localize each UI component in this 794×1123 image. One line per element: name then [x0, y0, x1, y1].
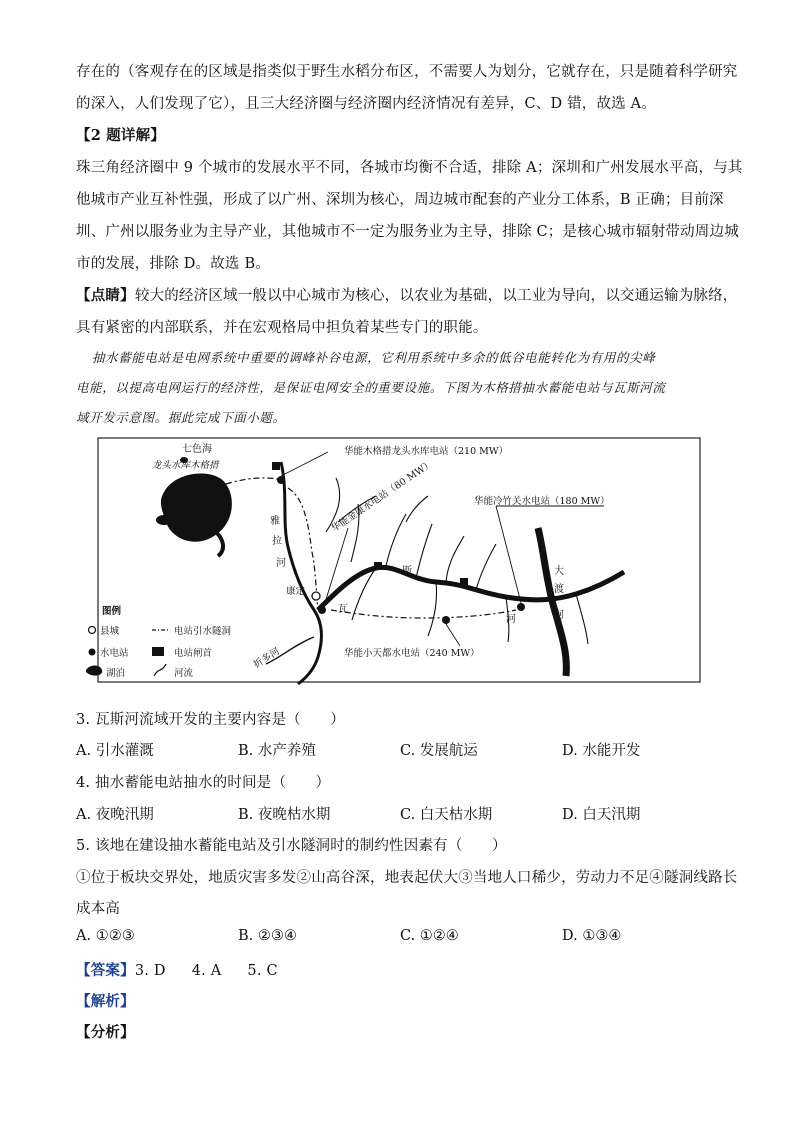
pointer-line: [76, 284, 738, 305]
q5-statement: ①位于板块交界处，地质灾害多发②山高谷深，地表起伏大③当地人口稀少，劳动力不足④隧洞线路长: [76, 870, 738, 886]
q4-option-c: C. 白天枯水期: [400, 807, 493, 823]
map-legend: [86, 605, 232, 679]
wasi-label-1: 瓦: [338, 604, 348, 615]
hydropower-station-icon: [277, 476, 285, 484]
paragraph-line: 存在的（客观存在的区域是指类似于野生水稻分布区，不需要人为划分，它就存在，只是随着科学研究: [76, 64, 738, 80]
answer-5: 5. C: [247, 963, 278, 979]
analysis-heading: 【解析】: [76, 993, 135, 1010]
pointer-label: 【点睛】: [76, 287, 135, 304]
q5-option-c: C. ①②④: [400, 928, 459, 944]
legend-lake-icon: [86, 666, 102, 676]
paragraph-line: 的深入，人们发现了它），且三大经济圈与经济圈内经济情况有差异，C、D 错，故选 A。: [76, 96, 657, 112]
q3-option-c: C. 发展航运: [400, 743, 478, 759]
answer-line: [76, 959, 716, 980]
station-label-top: 华能木格措龙头水库电站（210 MW）: [344, 446, 509, 457]
legend-lake-label: 湖泊: [106, 668, 126, 679]
q5-statement: 成本高: [76, 901, 121, 917]
intro-line: 电能，以提高电网运行的经济性，是保证电网安全的重要设施。下图为木格措抽水蓄能电站与瓦斯河流: [76, 380, 666, 395]
q4-option-a: A. 夜晚汛期: [76, 807, 154, 823]
wasi-label-2: 斯: [402, 566, 412, 577]
legend-river-label: 河流: [174, 668, 194, 679]
q2-heading: 【2 题详解】: [76, 127, 166, 144]
map-frame: [98, 438, 700, 682]
reservoir-label: 龙头水库木格措: [152, 460, 219, 471]
pointer-line: 具有紧密的内部联系，并在宏观格局中担负着某些专门的职能。: [76, 320, 488, 336]
yala-label-1: 雅: [270, 516, 280, 527]
small-lake: [156, 515, 172, 525]
lake-outlet: [216, 532, 223, 556]
analysis-subheading: 【分析】: [76, 1024, 135, 1041]
q2-detail-line: 圳、广州以服务业为主导产业，其他城市不一定为服务业为主导，排除 C；是核心城市辐射带动周边城: [76, 224, 739, 240]
station-label-jinkang: 华能金康水电站（80 MW）: [329, 458, 436, 535]
answer-3: 3. D: [134, 963, 166, 979]
dadu-label-3: 河: [554, 610, 564, 621]
q5-option-a: A. ①②③: [76, 928, 135, 944]
station-label-lengzhuguan: 华能冷竹关水电站（180 MW）: [474, 496, 610, 507]
q4-option-d: D. 白天汛期: [562, 807, 641, 823]
answer-label: 【答案】: [76, 962, 135, 979]
legend-gate-label: 电站闸首: [174, 648, 213, 659]
station-gate-icon: [460, 578, 468, 586]
dadu-label-2: 渡: [554, 584, 564, 595]
legend-river-icon: [154, 664, 166, 676]
answer-4: 4. A: [191, 963, 222, 979]
hydropower-station-icon: [517, 603, 525, 611]
hydropower-station-icon: [318, 606, 326, 614]
legend-station-icon: [89, 649, 96, 656]
q2-detail-line: 市的发展，排除 D。故选 B。: [76, 256, 270, 272]
yala-river: [281, 462, 321, 684]
q4-option-b: B. 夜晚枯水期: [238, 807, 331, 823]
zheduo-label: 折多河: [251, 646, 282, 671]
dadu-label-1: 大: [554, 566, 564, 577]
yala-label-3: 河: [276, 558, 286, 569]
intro-line: 域开发示意图。据此完成下面小题。: [76, 410, 286, 425]
q5-option-d: D. ①③④: [562, 928, 622, 944]
legend-county-label: 县城: [100, 626, 120, 637]
q3-option-a: A. 引水灌溉: [76, 743, 154, 759]
station-gate-icon: [374, 562, 382, 570]
station-label-xiaotiandu: 华能小天都水电站（240 MW）: [344, 648, 480, 659]
q3-option-d: D. 水能开发: [562, 743, 641, 759]
river-basin-map: [76, 432, 716, 692]
kangding-label: 康定: [286, 586, 306, 597]
pointer-text: 较大的经济区域一般以中心城市为核心，以农业为基础，以工业为导向，以交通运输为脉络，: [134, 288, 738, 304]
question-5-stem: 5. 该地在建设抽水蓄能电站及引水隧洞时的制约性因素有（ ）: [76, 838, 507, 854]
legend-station-label: 水电站: [100, 648, 129, 659]
legend-county-icon: [89, 627, 96, 634]
question-4-stem: 4. 抽水蓄能电站抽水的时间是（ ）: [76, 775, 331, 791]
hydropower-station-icon: [442, 616, 450, 624]
question-3-stem: 3. 瓦斯河流域开发的主要内容是（ ）: [76, 712, 345, 728]
yala-label-2: 拉: [272, 536, 282, 547]
q2-detail-line: 珠三角经济圈中 9 个城市的发展水平不同，各城市均衡不合适，排除 A；深圳和广州发展水平高，与其: [76, 160, 743, 176]
legend-tunnel-label: 电站引水隧洞: [174, 626, 232, 637]
lake-label: 七色海: [182, 444, 212, 455]
legend-gate-icon: [152, 647, 164, 656]
reservoir-lake: [161, 474, 232, 542]
q5-option-b: B. ②③④: [238, 928, 297, 944]
intro-line: 抽水蓄能电站是电网系统中重要的调峰补谷电源，它利用系统中多余的低谷电能转化为有用的尖峰: [92, 350, 656, 365]
legend-title: 图例: [102, 606, 122, 617]
wasi-label-3: 河: [506, 614, 516, 625]
q3-option-b: B. 水产养殖: [238, 743, 316, 759]
county-town-icon: [312, 592, 320, 600]
q2-detail-line: 他城市产业互补性强，形成了以广州、深圳为核心，周边城市配套的产业分工体系，B 正确；目前深: [76, 192, 724, 208]
station-gate-icon: [272, 462, 280, 470]
